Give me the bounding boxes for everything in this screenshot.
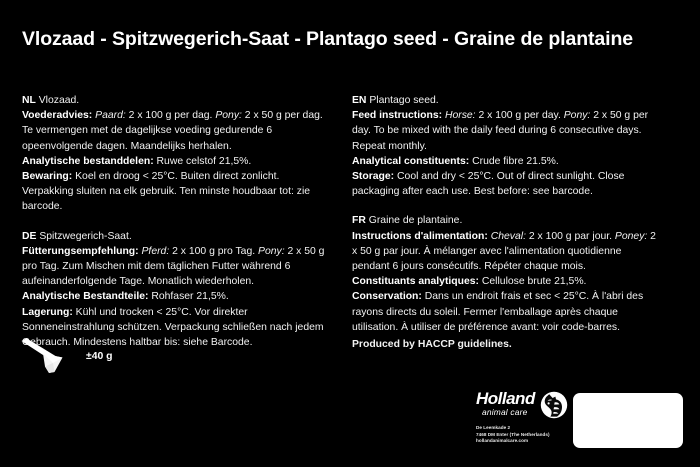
language-block-nl bbox=[22, 93, 330, 215]
fr-storage-value: Dans un endroit frais et sec < 25°C. À l'abri des rayons directs du soleil. Fermer l'emballage après chaque utilisation. À utiliser de préférence avant: voir code-barres. bbox=[352, 291, 644, 333]
scoop-weight-label: ±40 g bbox=[86, 351, 113, 362]
nl-analytical-value: Ruwe celstof 21,5%. bbox=[153, 155, 252, 167]
en-storage bbox=[352, 169, 660, 199]
nl-storage-term: Bewaring: bbox=[22, 171, 73, 183]
fr-storage bbox=[352, 289, 660, 335]
en-feed-term: Feed instructions: bbox=[352, 110, 443, 122]
fr-feed-term: Instructions d'alimentation: bbox=[352, 230, 488, 242]
brand-name: Holland bbox=[476, 389, 535, 408]
language-block-de bbox=[22, 229, 330, 351]
nl-analytical-term: Analytische bestanddelen: bbox=[22, 155, 154, 167]
fr-product-line bbox=[352, 213, 660, 228]
de-feed-term: Fütterungsempfehlung: bbox=[22, 245, 139, 257]
de-product-name: Spitzwegerich-Saat. bbox=[39, 230, 132, 242]
nl-feed-term: Voederadvies: bbox=[22, 110, 93, 122]
de-product-line bbox=[22, 229, 330, 244]
column-left bbox=[22, 93, 330, 350]
address-line-2: 7468 DM Enter (The Netherlands) bbox=[476, 431, 550, 437]
address-line-1: De Leemkade 2 bbox=[476, 425, 511, 430]
brand-logo bbox=[476, 389, 568, 424]
barcode-placeholder bbox=[573, 393, 683, 448]
nl-storage bbox=[22, 169, 330, 215]
brand-address bbox=[476, 425, 568, 445]
brand-tagline: animal care bbox=[482, 407, 528, 417]
de-feed-pony-value: 2 x 50 g pro Tag. Zum Mischen mit dem täglichen Futter während 6 aufeinanderfolgende Tage. Monatlich wiederholen. bbox=[22, 245, 325, 288]
en-product-line bbox=[352, 93, 660, 108]
nl-feed-horse-value: 2 x 100 g per dag. bbox=[125, 110, 216, 122]
language-block-en bbox=[352, 93, 660, 199]
de-feed-horse-value: 2 x 100 g pro Tag. bbox=[169, 245, 259, 257]
en-product-name: Plantago seed. bbox=[369, 95, 439, 106]
en-analytical-constituents bbox=[352, 154, 660, 169]
fr-analytical-term: Constituants analytiques: bbox=[352, 276, 480, 288]
address-line-3: hollandanimalcare.com bbox=[476, 438, 529, 444]
fr-feed-horse-value: 2 x 100 g par jour. bbox=[525, 230, 615, 242]
measuring-scoop-icon bbox=[20, 337, 78, 375]
de-feed-horse-label: Pferd: bbox=[141, 245, 170, 257]
en-feed-horse-label: Horse: bbox=[444, 110, 476, 122]
de-analytical-term: Analytische Bestandteile: bbox=[22, 291, 149, 303]
fr-feed-pony-value: 2 x 50 g par jour. À mélanger avec l'alimentation quotidienne pendant 6 jours consécutifs. Répéter chaque mois. bbox=[352, 230, 656, 273]
de-feed-pony-label: Pony: bbox=[258, 245, 285, 257]
en-analytical-term: Analytical constituents: bbox=[352, 155, 470, 167]
haccp-statement: Produced by HACCP guidelines. bbox=[352, 339, 512, 350]
column-right bbox=[352, 93, 660, 350]
nl-feed-pony-label: Pony: bbox=[215, 110, 242, 122]
de-feed-instructions bbox=[22, 244, 330, 290]
de-storage-value: Kühl und trocken < 25°C. Vor direkter Sonneneinstrahlung schützen. Verpackung schließen nach jedem Gebrauch. Mindestens haltbar bis: siehe Barcode. bbox=[22, 306, 324, 349]
en-storage-value: Cool and dry < 25°C. Out of direct sunlight. Close packaging after each use. Best before: see barcode. bbox=[352, 171, 625, 198]
brand-block bbox=[476, 389, 568, 445]
nl-feed-instructions bbox=[22, 108, 330, 154]
fr-feed-pony-label: Poney: bbox=[614, 230, 648, 242]
en-feed-horse-value: 2 x 100 g per day. bbox=[475, 110, 564, 122]
de-analytical-value: Rohfaser 21,5%. bbox=[148, 291, 229, 303]
en-language-code: EN bbox=[352, 95, 367, 106]
fr-feed-horse-label: Cheval: bbox=[490, 230, 526, 242]
nl-product-line bbox=[22, 93, 330, 108]
fr-storage-term: Conservation: bbox=[352, 291, 422, 303]
fr-product-name: Graine de plantaine. bbox=[368, 215, 463, 227]
en-feed-pony-label: Pony: bbox=[563, 110, 591, 122]
de-storage-term: Lagerung: bbox=[22, 306, 73, 318]
fr-feed-instructions bbox=[352, 229, 660, 275]
fr-analytical-value: Cellulose brute 21,5%. bbox=[479, 276, 587, 288]
page-title: Vlozaad - Spitzwegerich-Saat - Plantago seed - Graine de plantaine bbox=[22, 28, 634, 50]
language-block-fr bbox=[352, 213, 660, 335]
nl-feed-horse-label: Paard: bbox=[95, 110, 126, 122]
nl-feed-pony-value: 2 x 50 g per dag. Te vermengen met de dagelijkse voeding gedurende 6 opeenvolgende dagen. Maandelijks herhalen. bbox=[22, 110, 323, 152]
en-feed-pony-value: 2 x 50 g per day. To be mixed with the daily feed during 6 consecutive days. Repeat monthly. bbox=[352, 110, 649, 152]
en-feed-instructions bbox=[352, 108, 660, 154]
en-storage-term: Storage: bbox=[352, 171, 395, 183]
fr-language-code: FR bbox=[352, 215, 366, 227]
de-language-code: DE bbox=[22, 230, 37, 242]
fr-analytical-constituents bbox=[352, 274, 660, 289]
language-columns bbox=[22, 93, 680, 350]
de-analytical-constituents bbox=[22, 289, 330, 304]
horse-head-icon bbox=[540, 391, 568, 419]
nl-product-name: Vlozaad. bbox=[38, 95, 80, 106]
nl-language-code: NL bbox=[22, 95, 36, 106]
nl-analytical-constituents bbox=[22, 154, 330, 169]
dosing-scoop-row bbox=[20, 337, 320, 377]
en-analytical-value: Crude fibre 21.5%. bbox=[469, 155, 559, 167]
nl-storage-value: Koel en droog < 25°C. Buiten direct zonlicht. Verpakking sluiten na elk gebruik. Ten minste houdbaar tot: zie barcode. bbox=[22, 171, 311, 213]
